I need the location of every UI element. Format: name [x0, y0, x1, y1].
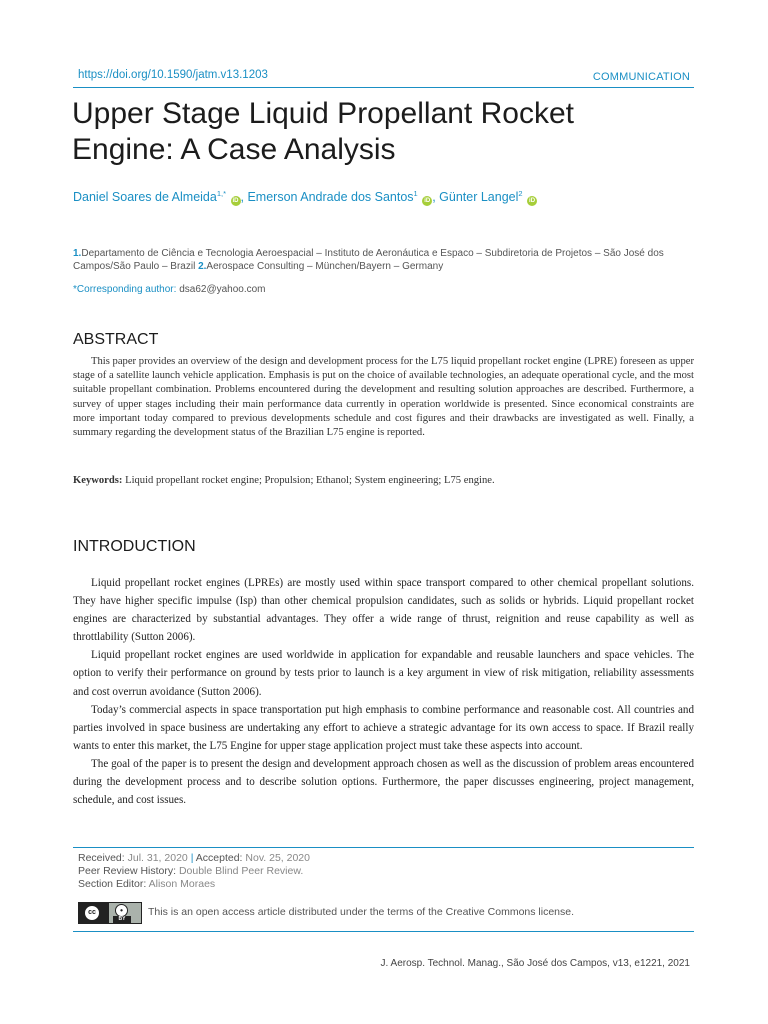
affiliation-text: Aerospace Consulting – München/Bayern – Germany: [206, 261, 444, 272]
orcid-icon[interactable]: iD: [424, 198, 431, 204]
footer-divider: [73, 931, 694, 932]
accepted-date: Nov. 25, 2020: [245, 852, 310, 864]
abstract-heading: ABSTRACT: [73, 331, 159, 348]
article-category: COMMUNICATION: [592, 71, 690, 83]
corresponding-author: [73, 284, 266, 295]
section-editor-value: Alison Moraes: [148, 878, 216, 890]
author-affiliation-mark: 1: [413, 189, 418, 198]
affiliation-number: 2.: [198, 261, 207, 272]
article-title: Upper Stage Liquid Propellant Rocket Engine: A Case Analysis: [72, 97, 574, 166]
introduction-body: [73, 574, 694, 809]
received-label: Received:: [78, 852, 125, 864]
author-name[interactable]: Günter Langel: [439, 190, 519, 204]
history-separator: |: [190, 852, 194, 864]
author-name[interactable]: Daniel Soares de Almeida: [73, 190, 217, 204]
header-divider: [73, 87, 694, 88]
orcid-icon[interactable]: iD: [529, 198, 536, 204]
peer-review-value: Double Blind Peer Review.: [178, 865, 304, 877]
paragraph: Liquid propellant rocket engines are used worldwide in application for expandable and reusable launchers and space vehicles. The option to verify their performance on ground by tests prior to launch is a key argument in view of risk mitigation, reliability assessments and cost overrun avoidance (Sutton 2006).: [73, 649, 694, 698]
affiliation-number: 1.: [73, 248, 82, 259]
author-affiliation-mark: 2: [518, 189, 523, 198]
corresponding-label: Corresponding author:: [76, 284, 177, 295]
history-divider: [73, 847, 694, 848]
cc-by-license-badge[interactable]: [78, 902, 142, 924]
license-text: This is an open access article distributed under the terms of the Creative Commons license.: [148, 906, 575, 918]
introduction-heading: INTRODUCTION: [73, 538, 196, 555]
cc-icon: cc: [84, 905, 100, 921]
affiliation-text: Departamento de Ciência e Tecnologia Aeroespacial – Instituto de Aeronáutica e Espaco – Subdiretoria de Projetos – São José dos Campos/São Paulo – Brazil: [73, 248, 664, 272]
abstract-text: This paper provides an overview of the design and development process for the L75 liquid propellant rocket engine (LPRE) foreseen as upper stage of a satellite launch vehicle application. Emphasis is put on the choice of available technologies, an adequate operational cycle, and the most suitable propellant combination. Problems encountered during the development and resulting solution approaches are described. Furthermore, a survey of upper stages including their main performance data currently in operation worldwide is presented. Since economical constraints are more important today compared to previous developments schedule and cost figures and their drawbacks are investigated as well. Finally, a summary regarding the development status of the Brazilian L75 engine is reported.: [73, 356, 694, 439]
accepted-label: Accepted:: [195, 852, 243, 864]
paragraph: Liquid propellant rocket engines (LPREs) are mostly used within space transport compared to other chemical propellant solutions. They have higher specific impulse (Isp) than other chemical propulsion candidates, such as solids or hybrids. Liquid propellant rocket engines are characterized by substantial advantages. They offer a wide range of thrust, reignition and reuse capability as well as throttlability (Sutton 2006).: [73, 577, 694, 644]
doi-link[interactable]: https://doi.org/10.1590/jatm.v13.1203: [78, 69, 268, 81]
attribution-person-icon: •: [115, 904, 128, 917]
keywords-text: Liquid propellant rocket engine; Propulsion; Ethanol; System engineering; L75 engine.: [125, 475, 495, 486]
corresponding-email[interactable]: dsa62@yahoo.com: [179, 284, 266, 295]
peer-review-label: Peer Review History:: [78, 865, 177, 877]
section-editor-label: Section Editor:: [78, 878, 147, 890]
author-affiliation-mark: 1,*: [216, 189, 227, 198]
by-label: BY: [113, 916, 131, 923]
journal-citation: J. Aerosp. Technol. Manag., São José dos Campos, v13, e1221, 2021: [380, 958, 690, 969]
paragraph: The goal of the paper is to present the design and development approach chosen as well as the discussion of problem areas encountered during the development process and to describe solution options. Furthermore, the paper discusses engineering, project management, schedule, and cost issues.: [73, 757, 694, 807]
paragraph: Today’s commercial aspects in space transportation put high emphasis to combine performance and reasonable cost. All countries and parties involved in space business are undertaking any effort to achieve a strategic advantage for its own access to space. If Brazil really wants to enter this market, the L75 Engine for upper stage application project must take these aspects into account.: [73, 703, 694, 752]
corresponding-mark: *: [73, 284, 77, 295]
keywords: [73, 475, 694, 486]
received-date: Jul. 31, 2020: [127, 852, 188, 864]
author-name[interactable]: Emerson Andrade dos Santos: [247, 190, 414, 204]
article-history: [78, 852, 310, 891]
author-list: Daniel Soares de Almeida$^{1,*}$ iD , Emerson Andrade dos Santos$^1$ iD , Günter Langel$^2$ iD: [73, 189, 536, 204]
affiliations: [73, 247, 694, 273]
orcid-icon[interactable]: iD: [232, 198, 239, 204]
keywords-label: Keywords:: [73, 475, 123, 486]
license-row: [78, 902, 678, 924]
